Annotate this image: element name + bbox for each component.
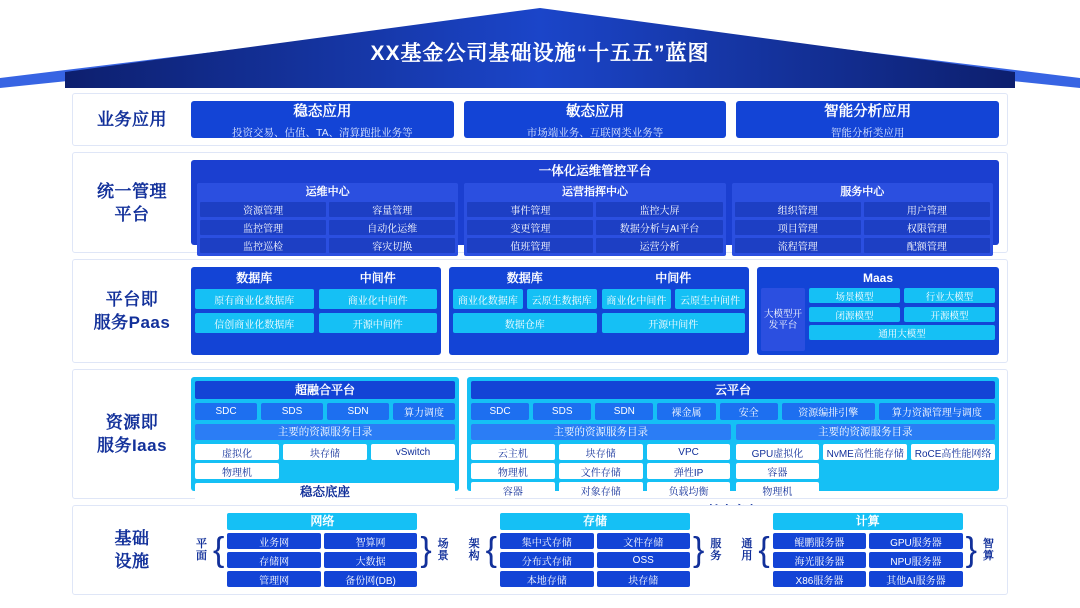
paas-col-title: 数据库 [506, 271, 543, 285]
app-card-subtitle: 投资交易、估值、TA、清算跑批业务等 [232, 126, 413, 139]
cloud-cell[interactable]: NvME高性能存储 [823, 444, 907, 460]
compute-cell[interactable]: NPU服务器 [869, 552, 962, 568]
ops-center-column[interactable] [197, 183, 458, 256]
network-cell[interactable]: 管理网 [227, 571, 320, 587]
brace-left-icon: { [485, 531, 498, 569]
paas-item[interactable]: 开源中间件 [319, 313, 438, 333]
hyper-tag[interactable]: SDC [195, 403, 257, 420]
paas-item[interactable]: 商业化中间件 [319, 289, 438, 309]
cloud-cell-spacer [823, 482, 907, 498]
cloud-tag[interactable]: 安全 [720, 403, 778, 420]
ops-cell[interactable]: 流程管理 [735, 238, 861, 253]
hyper-cell[interactable]: 块存储 [283, 444, 367, 460]
ops-cell[interactable]: 值班管理 [467, 238, 593, 253]
infrastructure-compute-group [736, 513, 999, 587]
layer-label-infrastructure [73, 506, 191, 594]
cloud-cell[interactable]: VPC [647, 444, 731, 460]
operation-command-center-column[interactable] [464, 183, 725, 256]
cloud-tag[interactable]: SDS [533, 403, 591, 420]
layer-label-line: 平台即 [105, 290, 159, 309]
service-center-column[interactable] [732, 183, 993, 256]
maas-title: Maas [862, 271, 894, 285]
layer-business-application [72, 93, 1008, 146]
network-left-label: 平面 [196, 538, 207, 562]
ops-cell[interactable]: 容灾切换 [329, 238, 455, 253]
paas-item[interactable]: 开源中间件 [602, 313, 746, 333]
cloud-cell[interactable]: 块存储 [559, 444, 643, 460]
brace-right-icon: } [692, 531, 705, 569]
cloud-subtitle-left: 主要的资源服务目录 [471, 424, 731, 440]
compute-cell[interactable]: X86服务器 [773, 571, 866, 587]
hyper-foot: 稳态底座 [195, 483, 455, 501]
app-card-subtitle: 智能分析类应用 [830, 126, 905, 139]
app-card-intelligent-analytics[interactable] [736, 101, 999, 138]
integrated-ops-platform [191, 160, 999, 253]
storage-cell[interactable]: 块存储 [597, 571, 690, 587]
hyperconverged-title: 超融合平台 [195, 381, 455, 399]
compute-right-label: 智算 [983, 538, 995, 562]
paas-item[interactable]: 商业化数据库 [453, 289, 523, 309]
maas-cell[interactable]: 行业大模型 [904, 288, 995, 303]
paas-item[interactable]: 信创商业化数据库 [195, 313, 314, 333]
cloud-cell[interactable]: 对象存储 [559, 482, 643, 498]
infrastructure-storage-group [464, 513, 727, 587]
storage-left-label: 架构 [468, 538, 480, 562]
paas-middleware-cloudnative[interactable] [602, 271, 746, 351]
cloud-cell[interactable]: 物理机 [736, 482, 820, 498]
cloud-cell[interactable]: 弹性IP [647, 463, 731, 479]
network-cell[interactable]: 存储网 [227, 552, 320, 568]
layer-unified-management-platform [72, 152, 1008, 253]
storage-cell[interactable]: 本地存储 [500, 571, 593, 587]
cloud-cell[interactable]: 容器 [471, 482, 555, 498]
cloud-cell[interactable]: 容器 [736, 463, 820, 479]
cloud-cell[interactable]: GPU虚拟化 [736, 444, 820, 460]
maas-cell[interactable]: 场景模型 [809, 288, 900, 303]
hyper-tag[interactable]: SDN [327, 403, 389, 420]
paas-col-title: 中间件 [655, 271, 692, 285]
maas-platform-label: 大模型开发平台 [761, 288, 805, 351]
ops-cell[interactable]: 用户管理 [864, 202, 990, 217]
paas-item[interactable]: 数据仓库 [453, 313, 597, 333]
app-card-title: 稳态应用 [293, 103, 352, 120]
layer-label-line: 服务Paas [93, 313, 171, 332]
hyper-cell-spacer [371, 463, 455, 479]
infrastructure-network-group [191, 513, 454, 587]
layer-label-line: 服务Iaas [96, 436, 168, 455]
maas-cell[interactable]: 闭源模型 [809, 307, 900, 322]
cloud-cell-spacer [911, 463, 995, 479]
paas-middleware-traditional[interactable] [319, 271, 438, 351]
network-cell[interactable]: 智算网 [324, 533, 417, 549]
hyper-cell[interactable]: vSwitch [371, 444, 455, 460]
compute-cell[interactable]: GPU服务器 [869, 533, 962, 549]
layer-label-unified-management [73, 153, 191, 252]
ops-cell[interactable]: 组织管理 [735, 202, 861, 217]
storage-cell[interactable]: 文件存储 [597, 533, 690, 549]
ops-cell[interactable]: 监控巡检 [200, 238, 326, 253]
hyper-subtitle: 主要的资源服务目录 [195, 424, 455, 440]
paas-item[interactable]: 云原生中间件 [675, 289, 745, 309]
cloud-platform [467, 377, 999, 498]
cloud-cell[interactable]: 云主机 [471, 444, 555, 460]
ops-cell[interactable]: 资源管理 [200, 202, 326, 217]
ops-cell[interactable]: 事件管理 [467, 202, 593, 217]
brace-left-icon: { [213, 531, 225, 569]
hyper-tag[interactable]: SDS [261, 403, 323, 420]
column-title: 运维中心 [305, 186, 350, 198]
hyperconverged-platform [191, 377, 459, 499]
column-title: 服务中心 [840, 186, 885, 198]
paas-group-traditional [191, 267, 441, 355]
integrated-ops-platform-title: 一体化运维管控平台 [538, 164, 652, 178]
cloud-cell-spacer [911, 482, 995, 498]
layer-paas [72, 259, 1008, 363]
paas-database-traditional[interactable] [195, 271, 314, 351]
maas-cell[interactable]: 开源模型 [904, 307, 995, 322]
paas-database-cloudnative[interactable] [453, 271, 597, 351]
page-title: XX基金公司基础设施“十五五”蓝图 [370, 42, 710, 65]
hyper-cell-spacer [283, 463, 367, 479]
ops-cell[interactable]: 自动化运维 [329, 220, 455, 235]
app-card-title: 智能分析应用 [824, 103, 912, 120]
layer-label-line: 设施 [114, 552, 150, 571]
network-title: 网络 [227, 513, 417, 530]
layer-label-line: 基础 [114, 529, 150, 548]
layer-label-line: 统一管理 [97, 181, 167, 201]
layer-label-line: 平台 [114, 204, 150, 224]
hyper-cell[interactable]: 物理机 [195, 463, 279, 479]
ops-cell[interactable]: 监控大屏 [596, 202, 722, 217]
network-right-label: 场景 [437, 538, 449, 562]
app-card-title: 敏态应用 [566, 103, 624, 120]
layer-label-business: 业务应用 [97, 110, 167, 129]
cloud-tag[interactable]: 裸金属 [657, 403, 715, 420]
app-card-stable[interactable] [191, 101, 454, 138]
storage-cell[interactable]: 集中式存储 [500, 533, 593, 549]
cloud-subtitle-right: 主要的资源服务目录 [736, 424, 996, 440]
layer-label-paas [73, 260, 191, 362]
ops-cell[interactable]: 数据分析与AI平台 [596, 220, 722, 235]
paas-group-maas [757, 267, 999, 355]
cloud-tag[interactable]: 算力资源管理与调度 [879, 403, 995, 420]
ops-cell[interactable]: 项目管理 [735, 220, 861, 235]
network-cell[interactable]: 大数据 [324, 552, 417, 568]
cloud-cell[interactable]: 文件存储 [559, 463, 643, 479]
cloud-platform-title: 云平台 [471, 381, 995, 399]
paas-group-cloudnative [449, 267, 749, 355]
ops-cell[interactable]: 配额管理 [864, 238, 990, 253]
layer-iaas [72, 369, 1008, 499]
compute-cell[interactable]: 其他AI服务器 [869, 571, 962, 587]
cloud-cell[interactable]: RoCE高性能网络 [911, 444, 995, 460]
cloud-cell-spacer [823, 463, 907, 479]
compute-cell[interactable]: 海光服务器 [773, 552, 866, 568]
compute-cell[interactable]: 鲲鹏服务器 [773, 533, 866, 549]
compute-left-label: 通用 [741, 538, 753, 562]
storage-cell[interactable]: 分布式存储 [500, 552, 593, 568]
column-title: 运营指挥中心 [561, 186, 628, 198]
storage-cell[interactable]: OSS [597, 552, 690, 568]
hyper-cell[interactable]: 虚拟化 [195, 444, 279, 460]
paas-col-title: 中间件 [359, 271, 396, 285]
paas-item[interactable]: 云原生数据库 [527, 289, 597, 309]
ops-cell[interactable]: 权限管理 [864, 220, 990, 235]
network-cell[interactable]: 业务网 [227, 533, 320, 549]
cloud-tag[interactable]: 资源编排引擎 [782, 403, 875, 420]
paas-item[interactable]: 原有商业化数据库 [195, 289, 314, 309]
storage-title: 存储 [500, 513, 690, 530]
network-cell[interactable]: 备份网(DB) [324, 571, 417, 587]
brace-right-icon: } [965, 531, 978, 569]
paas-col-title: 数据库 [236, 271, 273, 285]
ops-cell[interactable]: 容量管理 [329, 202, 455, 217]
cloud-tag[interactable]: SDN [595, 403, 653, 420]
app-card-subtitle: 市场端业务、互联网类业务等 [526, 126, 664, 139]
brace-right-icon: } [420, 531, 432, 569]
compute-title: 计算 [773, 513, 963, 530]
app-card-agile[interactable] [464, 101, 727, 138]
layer-infrastructure [72, 505, 1008, 595]
cloud-cell[interactable]: 负载均衡 [647, 482, 731, 498]
layer-label-line: 资源即 [105, 413, 159, 432]
cloud-cell[interactable]: 物理机 [471, 463, 555, 479]
hyper-tag[interactable]: 算力调度 [393, 403, 455, 420]
paas-item[interactable]: 商业化中间件 [602, 289, 672, 309]
brace-left-icon: { [758, 531, 770, 569]
layer-label-iaas [73, 370, 191, 498]
cloud-tag[interactable]: SDC [471, 403, 529, 420]
ops-cell[interactable]: 监控管理 [200, 220, 326, 235]
ops-cell[interactable]: 运营分析 [596, 238, 722, 253]
maas-general-model[interactable]: 通用大模型 [809, 325, 995, 340]
storage-right-label: 服务 [710, 538, 722, 562]
ops-cell[interactable]: 变更管理 [467, 220, 593, 235]
